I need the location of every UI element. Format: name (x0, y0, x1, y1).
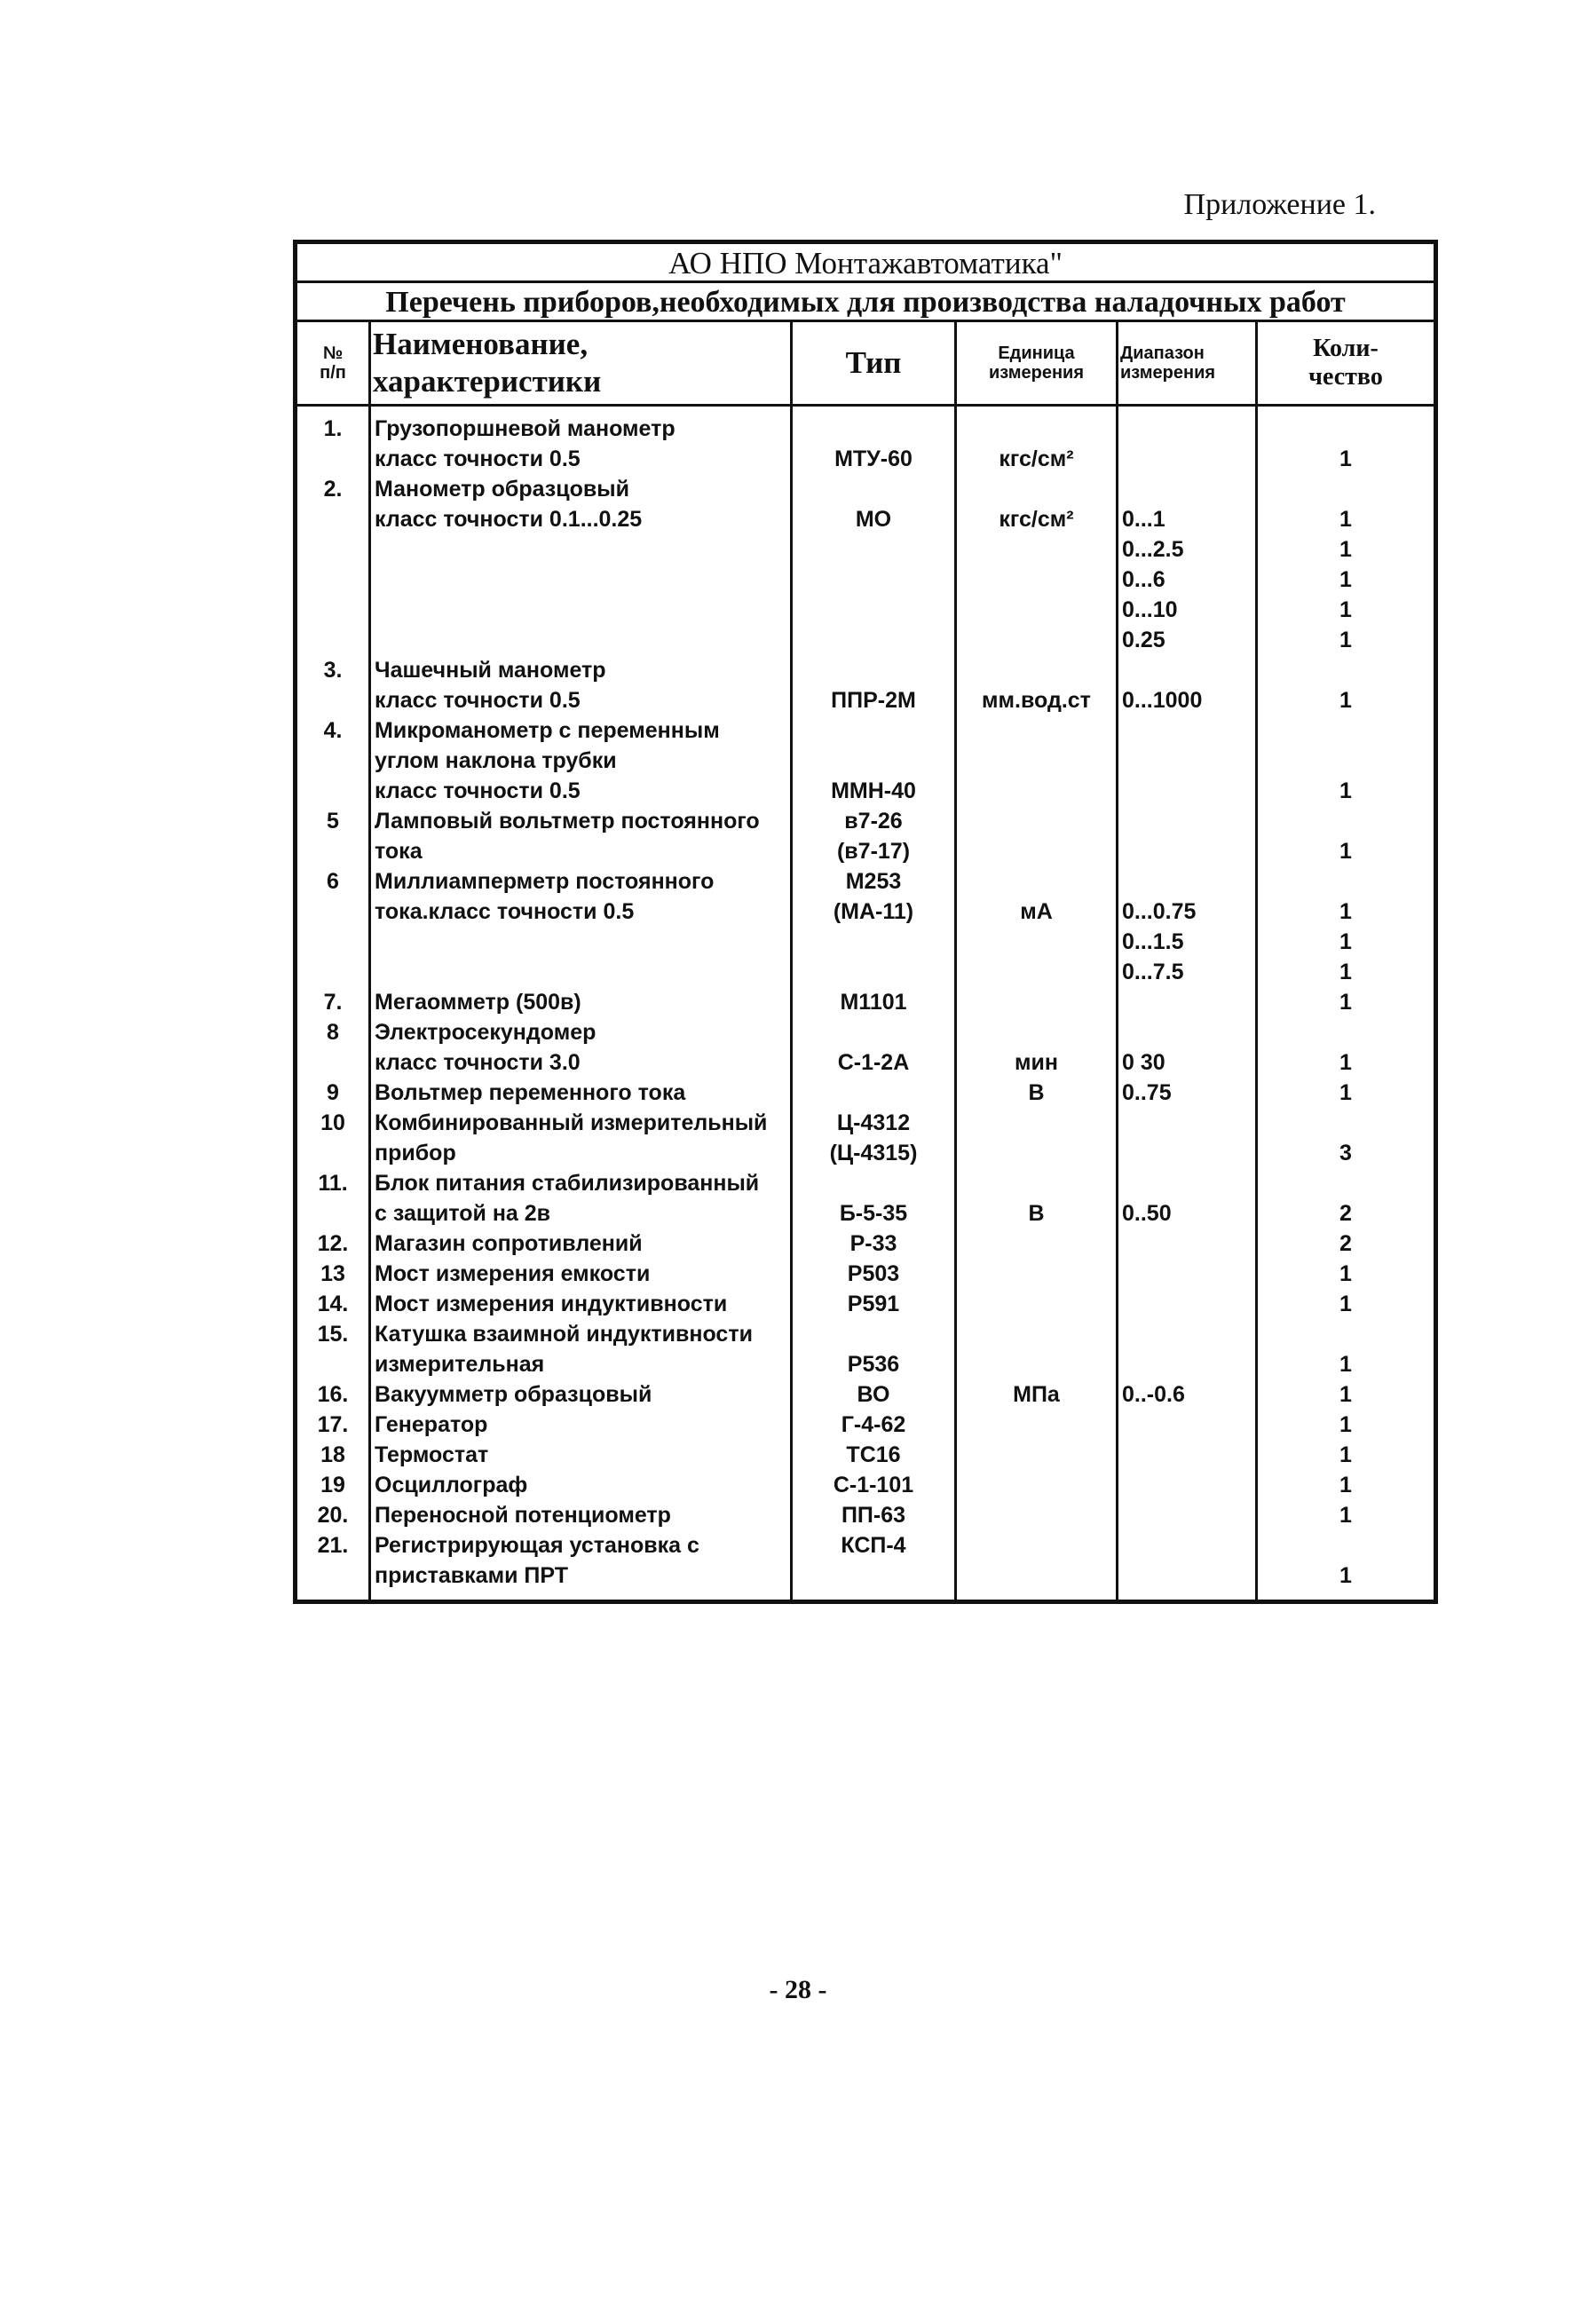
cell-type (792, 1229, 956, 1259)
header-qty: Коли- чество (1257, 322, 1434, 406)
cell-range (1118, 1229, 1257, 1259)
cell-unit (956, 1168, 1118, 1229)
cell-unit-text: мм.вод.ст (982, 688, 1091, 713)
cell-unit (956, 406, 1118, 475)
cell-qty-text: 1 1 1 (1339, 899, 1352, 984)
cell-num-text: 10 (320, 1110, 345, 1135)
cell-num-text: 15. (317, 1322, 349, 1347)
cell-type (792, 1319, 956, 1379)
table-row (297, 1500, 1434, 1530)
cell-type (792, 1470, 956, 1500)
cell-num-text: 1. (323, 416, 343, 441)
table-title: Перечень приборов,необходимых для производства наладочных работ (297, 283, 1434, 322)
instrument-list-table (293, 240, 1438, 1604)
cell-type (792, 1108, 956, 1168)
cell-unit (956, 1319, 1118, 1379)
cell-range (1118, 1470, 1257, 1500)
table-row (297, 806, 1434, 866)
cell-qty (1257, 1410, 1434, 1440)
cell-type-text: Г-4-62 (841, 1412, 906, 1437)
cell-qty-text: 1 (1339, 778, 1352, 803)
header-unit: Единица измерения (956, 322, 1118, 406)
cell-name-text: Ламповый вольтметр постоянного тока (375, 809, 760, 864)
cell-name-text: Блок питания стабилизированный с защитой на 2в (375, 1171, 760, 1226)
cell-range (1118, 1017, 1257, 1078)
table-row (297, 1108, 1434, 1168)
cell-qty-text: 1 (1339, 1473, 1352, 1497)
cell-unit (956, 1108, 1118, 1168)
cell-num (297, 1530, 370, 1600)
table-row (297, 1379, 1434, 1410)
cell-type-text: ПП-63 (841, 1503, 906, 1528)
cell-unit (956, 1410, 1118, 1440)
cell-range (1118, 1440, 1257, 1470)
cell-name-text: Магазин сопротивлений (375, 1231, 643, 1256)
header-type: Тип (792, 322, 956, 406)
cell-unit (956, 806, 1118, 866)
cell-qty-text: 1 (1339, 446, 1352, 471)
cell-name-text: Комбинированный измерительный прибор (375, 1110, 768, 1165)
cell-range-text: 0...1 0...2.5 0...6 0...10 0.25 (1122, 507, 1184, 652)
cell-type-text: Ц-4312 (Ц-4315) (829, 1110, 918, 1165)
table-row (297, 1319, 1434, 1379)
table-row (297, 715, 1434, 806)
cell-name-text: Грузопоршневой манометр класс точности 0.5 (375, 416, 676, 471)
cell-range-text: 0...0.75 0...1.5 0...7.5 (1122, 899, 1197, 984)
cell-name (370, 1259, 792, 1289)
cell-qty-text: 1 1 1 1 1 (1339, 507, 1352, 652)
cell-type-text: Р536 (847, 1352, 900, 1377)
cell-qty (1257, 1078, 1434, 1108)
cell-num (297, 474, 370, 655)
cell-range (1118, 1410, 1257, 1440)
cell-qty-text: 2 (1339, 1201, 1352, 1226)
cell-name-text: Мост измерения емкости (375, 1261, 651, 1286)
cell-name (370, 806, 792, 866)
cell-range (1118, 866, 1257, 987)
cell-unit (956, 1017, 1118, 1078)
cell-name (370, 987, 792, 1017)
cell-type (792, 1168, 956, 1229)
cell-qty-text: 1 (1339, 1563, 1352, 1588)
table-row (297, 1259, 1434, 1289)
cell-qty-text: 1 (1339, 1352, 1352, 1377)
cell-name (370, 474, 792, 655)
cell-unit (956, 1259, 1118, 1289)
cell-unit (956, 1289, 1118, 1319)
table-row (297, 987, 1434, 1017)
cell-type (792, 1017, 956, 1078)
cell-type-text: М253 (МА-11) (833, 869, 914, 924)
cell-type (792, 1078, 956, 1108)
cell-num-text: 13 (320, 1261, 345, 1286)
cell-num (297, 1410, 370, 1440)
cell-type-text: МО (855, 507, 892, 532)
cell-num-text: 6 (327, 869, 339, 894)
cell-name (370, 1319, 792, 1379)
cell-type-text: Р-33 (849, 1231, 897, 1256)
cell-num-text: 17. (317, 1412, 349, 1437)
cell-type (792, 1379, 956, 1410)
cell-range (1118, 1289, 1257, 1319)
cell-name (370, 655, 792, 715)
cell-type-text: КСП-4 (841, 1533, 906, 1558)
cell-num (297, 987, 370, 1017)
cell-type (792, 474, 956, 655)
header-row (297, 322, 1434, 406)
cell-num-text: 2. (323, 477, 343, 502)
table-row (297, 1017, 1434, 1078)
cell-num (297, 1168, 370, 1229)
cell-qty-text: 1 (1339, 1292, 1352, 1316)
cell-num (297, 406, 370, 475)
cell-unit (956, 715, 1118, 806)
cell-unit-text: В (1028, 1201, 1045, 1226)
table-body (297, 406, 1434, 1600)
cell-type (792, 1530, 956, 1600)
cell-num (297, 715, 370, 806)
cell-type-text: ММН-40 (831, 778, 916, 803)
cell-range-text: 0..-0.6 (1122, 1382, 1185, 1407)
cell-type (792, 987, 956, 1017)
header-range: Диапазон измерения (1118, 322, 1257, 406)
cell-type (792, 715, 956, 806)
cell-num (297, 1319, 370, 1379)
cell-range (1118, 406, 1257, 475)
cell-range-text: 0..75 (1122, 1080, 1172, 1105)
cell-range (1118, 1108, 1257, 1168)
cell-num-text: 3. (323, 658, 343, 683)
cell-type (792, 406, 956, 475)
table-row (297, 655, 1434, 715)
cell-num (297, 1379, 370, 1410)
cell-qty (1257, 1470, 1434, 1500)
cell-range (1118, 1319, 1257, 1379)
cell-type-text: С-1-2А (837, 1050, 910, 1075)
cell-type (792, 1500, 956, 1530)
cell-name-text: Катушка взаимной индуктивности измерительная (375, 1322, 753, 1377)
cell-name (370, 1078, 792, 1108)
cell-qty (1257, 1440, 1434, 1470)
cell-unit-text: кгс/см² (999, 446, 1074, 471)
cell-name-text: Регистрирующая установка с приставками ПРТ (375, 1533, 699, 1588)
cell-name (370, 1530, 792, 1600)
table-row (297, 866, 1434, 987)
cell-num (297, 806, 370, 866)
table-row (297, 406, 1434, 475)
cell-num-text: 9 (327, 1080, 339, 1105)
cell-range-text: 0...1000 (1122, 688, 1203, 713)
cell-qty-text: 1 (1339, 1261, 1352, 1286)
cell-name (370, 1229, 792, 1259)
cell-type-text: ТС16 (846, 1442, 901, 1467)
cell-unit (956, 866, 1118, 987)
cell-range (1118, 1530, 1257, 1600)
cell-name (370, 1470, 792, 1500)
cell-qty-text: 1 (1339, 1503, 1352, 1528)
cell-qty-text: 1 (1339, 1080, 1352, 1105)
cell-num-text: 20. (317, 1503, 349, 1528)
cell-range (1118, 806, 1257, 866)
cell-num-text: 8 (327, 1020, 339, 1045)
cell-num (297, 1289, 370, 1319)
cell-name (370, 715, 792, 806)
table-row (297, 474, 1434, 655)
cell-num-text: 21. (317, 1533, 349, 1558)
cell-name-text: Переносной потенциометр (375, 1503, 671, 1528)
cell-range (1118, 1078, 1257, 1108)
cell-range-text: 0 30 (1122, 1050, 1165, 1075)
cell-unit (956, 1470, 1118, 1500)
cell-range (1118, 1168, 1257, 1229)
cell-name (370, 1410, 792, 1440)
cell-num-text: 11. (318, 1171, 348, 1196)
table-row (297, 1289, 1434, 1319)
cell-range (1118, 987, 1257, 1017)
cell-type-text: С-1-101 (833, 1473, 914, 1497)
organization-name: АО НПО Монтажавтоматика" (297, 244, 1434, 283)
cell-name-text: Мегаомметр (500в) (375, 990, 581, 1015)
cell-unit (956, 1440, 1118, 1470)
cell-name-text: Термостат (375, 1442, 489, 1467)
cell-type (792, 806, 956, 866)
cell-range-text: 0..50 (1122, 1201, 1172, 1226)
instrument-table (297, 322, 1434, 1600)
cell-type-text: в7-26 (в7-17) (836, 809, 911, 864)
cell-type-text: МТУ-60 (834, 446, 913, 471)
cell-qty (1257, 1108, 1434, 1168)
cell-unit (956, 655, 1118, 715)
cell-name-text: Осциллограф (375, 1473, 528, 1497)
cell-qty (1257, 1500, 1434, 1530)
cell-qty (1257, 866, 1434, 987)
cell-range (1118, 1500, 1257, 1530)
cell-qty-text: 1 (1339, 1442, 1352, 1467)
cell-unit-text: мА (1020, 899, 1053, 924)
cell-name-text: Вакуумметр образцовый (375, 1382, 652, 1407)
cell-range (1118, 1259, 1257, 1289)
cell-type-text: Р503 (847, 1261, 900, 1286)
cell-qty (1257, 655, 1434, 715)
cell-unit-text: мин (1015, 1050, 1058, 1075)
cell-qty-text: 2 (1339, 1231, 1352, 1256)
cell-qty-text: 1 (1339, 1382, 1352, 1407)
cell-num-text: 5 (327, 809, 339, 834)
cell-qty-text: 1 (1339, 1412, 1352, 1437)
cell-range (1118, 1379, 1257, 1410)
cell-num (297, 1108, 370, 1168)
cell-num (297, 655, 370, 715)
table-row (297, 1168, 1434, 1229)
header-num: № п/п (297, 322, 370, 406)
cell-num-text: 4. (323, 718, 343, 743)
cell-name-text: Миллиамперметр постоянного тока.класс точности 0.5 (375, 869, 715, 924)
cell-range (1118, 474, 1257, 655)
cell-num (297, 866, 370, 987)
header-name: Наименование, характеристики (370, 322, 792, 406)
cell-qty (1257, 1259, 1434, 1289)
cell-name (370, 1440, 792, 1470)
cell-name-text: Генератор (375, 1412, 488, 1437)
cell-name (370, 1017, 792, 1078)
cell-unit (956, 1078, 1118, 1108)
cell-qty (1257, 1168, 1434, 1229)
cell-num (297, 1440, 370, 1470)
cell-range (1118, 655, 1257, 715)
cell-num-text: 19 (320, 1473, 345, 1497)
table-row (297, 1229, 1434, 1259)
cell-name (370, 1500, 792, 1530)
cell-num-text: 7. (323, 990, 343, 1015)
cell-name-text: Микроманометр с переменным углом наклона трубки класс точности 0.5 (375, 718, 720, 803)
cell-num-text: 18 (320, 1442, 345, 1467)
cell-name-text: Чашечный манометр класс точности 0.5 (375, 658, 606, 713)
cell-qty-text: 1 (1339, 839, 1352, 864)
cell-qty (1257, 1530, 1434, 1600)
cell-unit (956, 1530, 1118, 1600)
cell-type (792, 655, 956, 715)
cell-num (297, 1229, 370, 1259)
cell-name-text: Мост измерения индуктивности (375, 1292, 728, 1316)
cell-unit-text: кгс/см² (999, 507, 1074, 532)
cell-qty-text: 1 (1339, 688, 1352, 713)
cell-name (370, 1168, 792, 1229)
cell-num (297, 1259, 370, 1289)
cell-num-text: 12. (317, 1231, 349, 1256)
cell-type-text: М1101 (840, 990, 907, 1015)
cell-unit (956, 1379, 1118, 1410)
cell-type (792, 1440, 956, 1470)
cell-type-text: ВО (857, 1382, 890, 1407)
table-row (297, 1078, 1434, 1108)
table-row (297, 1530, 1434, 1600)
cell-type (792, 866, 956, 987)
cell-name-text: Манометр образцовый класс точности 0.1...0.25 (375, 477, 643, 532)
cell-qty (1257, 715, 1434, 806)
cell-qty (1257, 1229, 1434, 1259)
cell-type-text: Б-5-35 (839, 1201, 908, 1226)
cell-unit (956, 987, 1118, 1017)
cell-num (297, 1500, 370, 1530)
cell-unit-text: МПа (1013, 1382, 1060, 1407)
cell-qty (1257, 406, 1434, 475)
cell-name (370, 866, 792, 987)
cell-num-text: 16. (317, 1382, 349, 1407)
cell-unit-text: В (1028, 1080, 1045, 1105)
cell-qty (1257, 987, 1434, 1017)
cell-unit (956, 1229, 1118, 1259)
cell-qty (1257, 1319, 1434, 1379)
cell-num (297, 1017, 370, 1078)
cell-num (297, 1078, 370, 1108)
cell-qty-text: 3 (1339, 1141, 1352, 1165)
cell-qty (1257, 1017, 1434, 1078)
cell-qty (1257, 474, 1434, 655)
cell-qty (1257, 1289, 1434, 1319)
cell-name (370, 1379, 792, 1410)
cell-type (792, 1259, 956, 1289)
cell-unit (956, 1500, 1118, 1530)
cell-name (370, 1289, 792, 1319)
cell-name (370, 406, 792, 475)
cell-qty (1257, 806, 1434, 866)
cell-qty-text: 1 (1339, 1050, 1352, 1075)
cell-type-text: Р591 (847, 1292, 900, 1316)
cell-type (792, 1410, 956, 1440)
appendix-label: Приложение 1. (1183, 188, 1376, 221)
cell-range (1118, 715, 1257, 806)
cell-unit (956, 474, 1118, 655)
cell-num-text: 14. (317, 1292, 349, 1316)
cell-name-text: Электросекундомер класс точности 3.0 (375, 1020, 597, 1075)
cell-name-text: Вольтмер переменного тока (375, 1080, 686, 1105)
cell-name (370, 1108, 792, 1168)
table-row (297, 1410, 1434, 1440)
cell-type-text: ППР-2М (831, 688, 916, 713)
table-row (297, 1470, 1434, 1500)
page-number: - 28 - (769, 1975, 827, 2004)
cell-type (792, 1289, 956, 1319)
cell-num (297, 1470, 370, 1500)
table-row (297, 1440, 1434, 1470)
cell-qty-text: 1 (1339, 990, 1352, 1015)
cell-qty (1257, 1379, 1434, 1410)
